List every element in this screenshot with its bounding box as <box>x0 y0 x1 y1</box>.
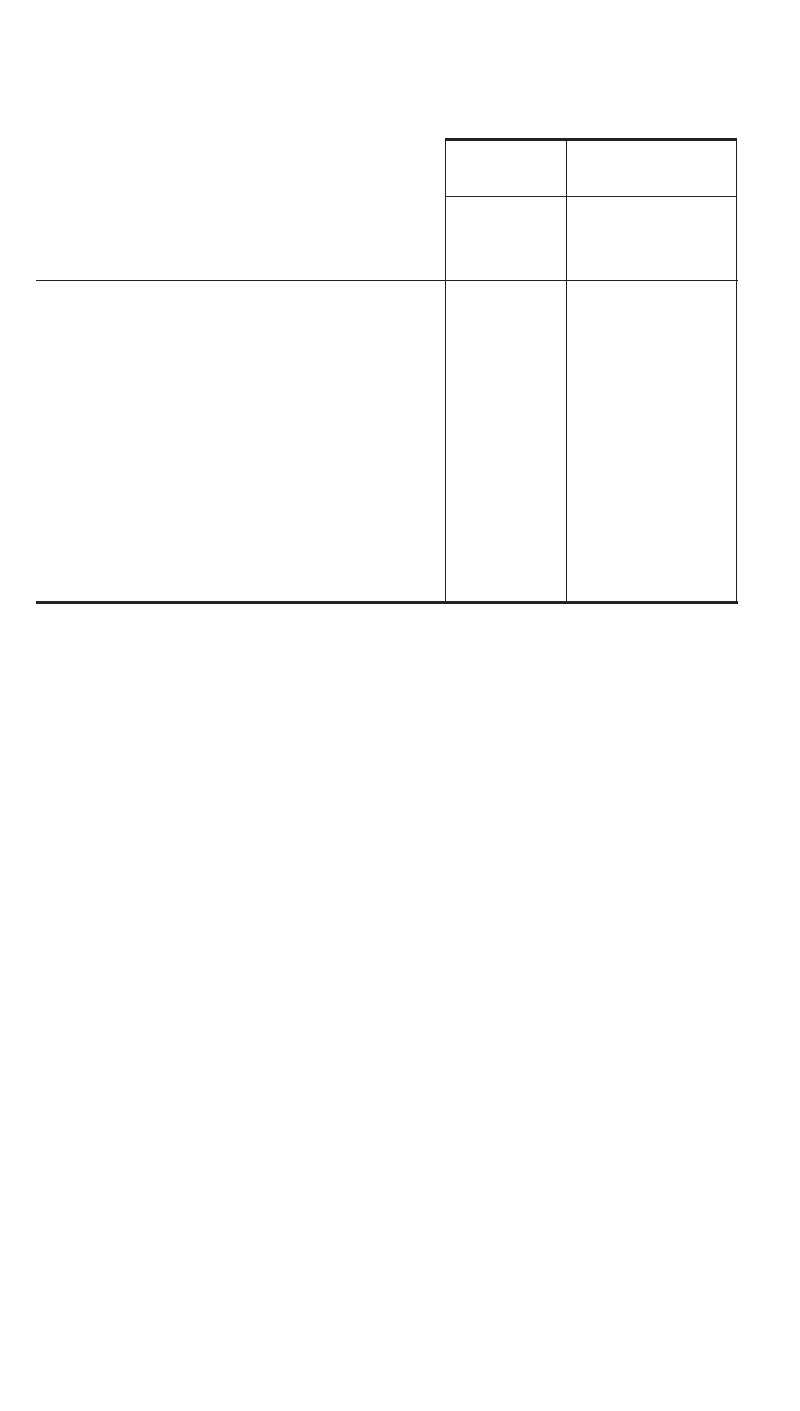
part-a-vline-1 <box>445 140 446 603</box>
part-a-vline-3 <box>736 140 737 603</box>
part-a-top-rule <box>445 138 737 141</box>
part-a-header-rule <box>445 196 737 197</box>
part-a-bottom-rule <box>36 601 738 604</box>
part-a-mid-rule <box>36 280 738 281</box>
part-a-vline-2 <box>566 140 567 603</box>
